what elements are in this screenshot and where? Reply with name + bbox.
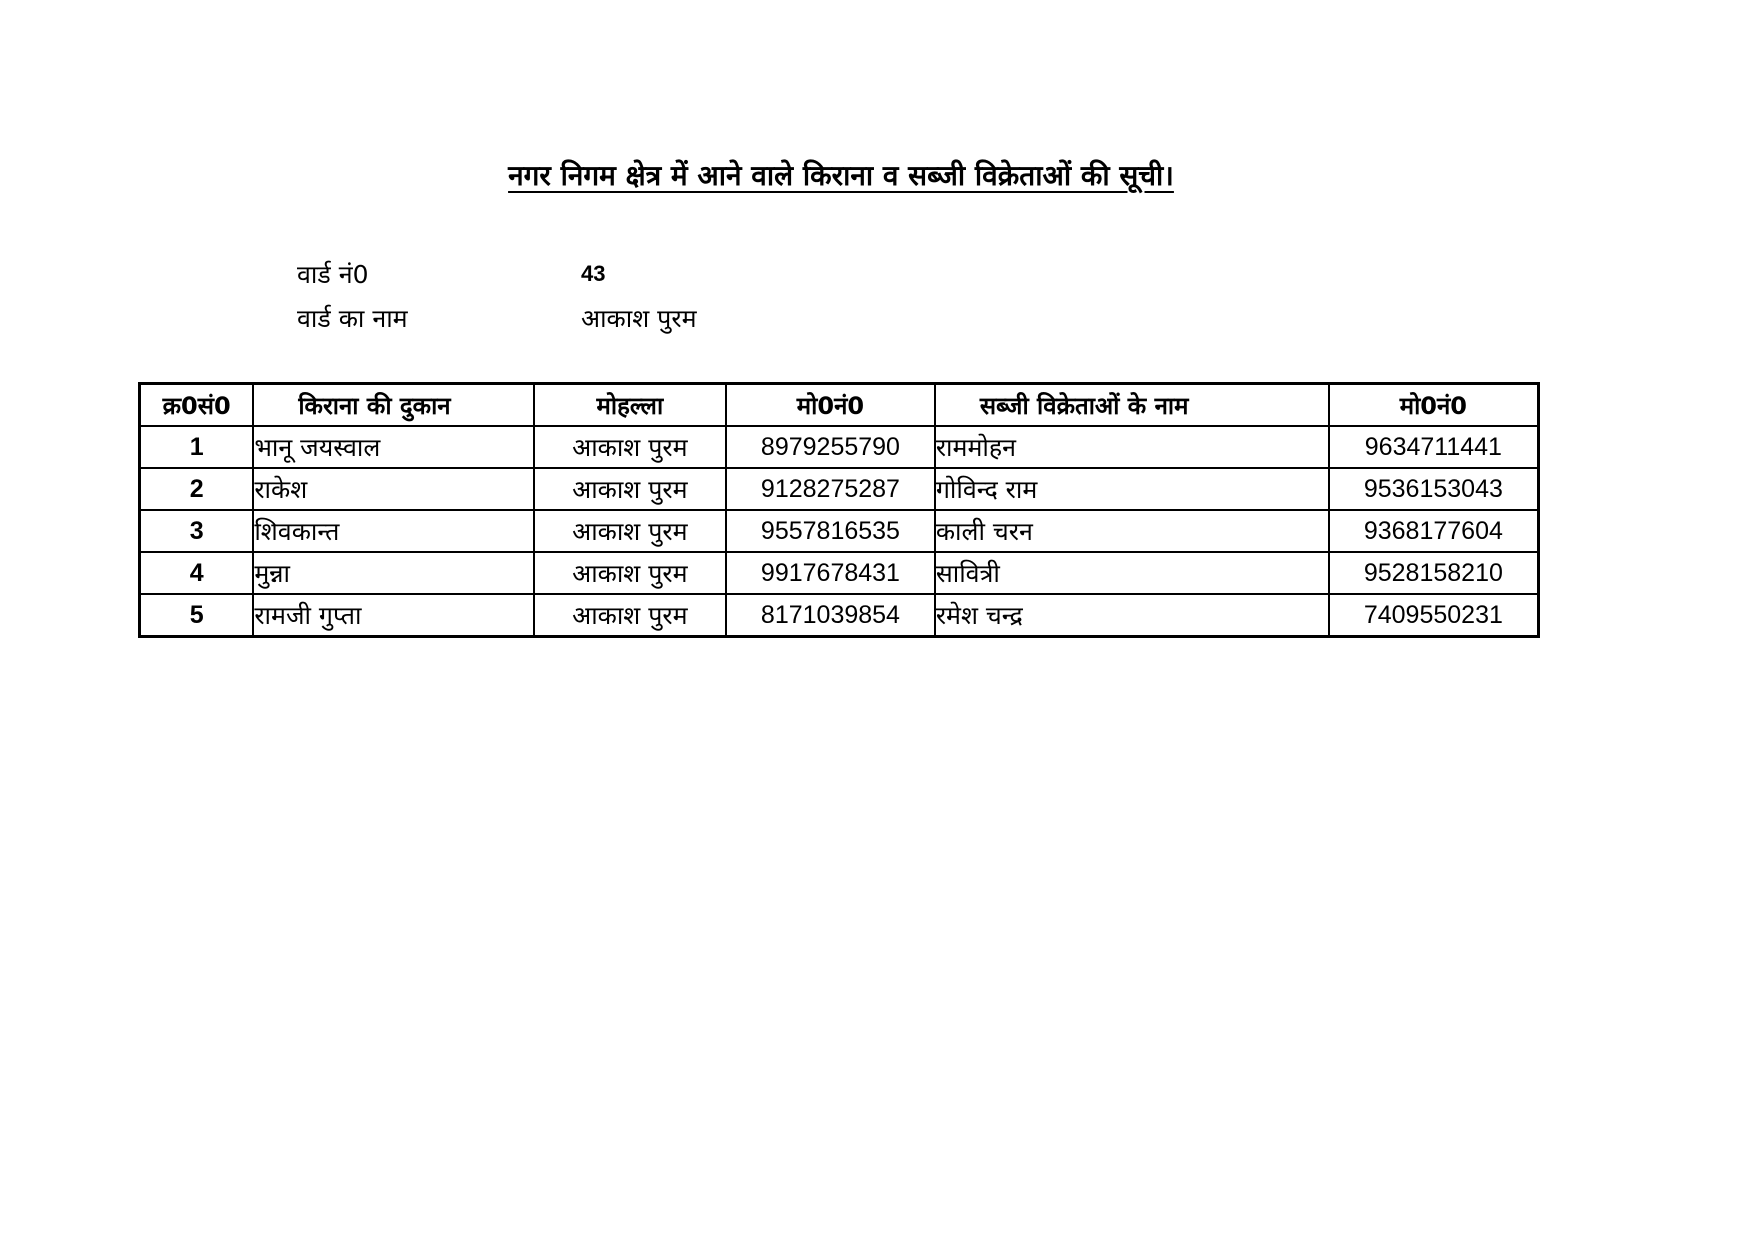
vegetable-vendor-cell: राममोहन xyxy=(935,426,1329,468)
locality-cell: आकाश पुरम xyxy=(534,594,727,637)
ward-number-value: 43 xyxy=(581,261,606,286)
header-shop-mobile: मो0नं0 xyxy=(726,384,935,427)
vendor-mobile-cell: 9528158210 xyxy=(1329,552,1539,594)
serial-number-cell: 5 xyxy=(140,594,254,637)
vegetable-vendor-cell: गोविन्द राम xyxy=(935,468,1329,510)
ward-number-row xyxy=(297,252,697,296)
table-row xyxy=(140,426,1539,468)
header-vegetable-vendor: सब्जी विक्रेताओं के नाम xyxy=(935,384,1329,427)
shop-mobile-cell: 8979255790 xyxy=(726,426,935,468)
vendor-mobile-cell: 9536153043 xyxy=(1329,468,1539,510)
locality-cell: आकाश पुरम xyxy=(534,552,727,594)
vegetable-vendor-cell: रमेश चन्द्र xyxy=(935,594,1329,637)
ward-info xyxy=(297,252,697,340)
header-grocery-shop: किराना की दुकान xyxy=(253,384,533,427)
grocery-shop-cell: मुन्ना xyxy=(253,552,533,594)
vendor-table xyxy=(138,382,1540,638)
table-header-row xyxy=(140,384,1539,427)
shop-mobile-cell: 9917678431 xyxy=(726,552,935,594)
grocery-shop-cell: भानू जयस्वाल xyxy=(253,426,533,468)
serial-number-cell: 3 xyxy=(140,510,254,552)
page-title xyxy=(0,156,1682,196)
locality-cell: आकाश पुरम xyxy=(534,426,727,468)
table-row xyxy=(140,510,1539,552)
ward-name-row xyxy=(297,296,697,340)
header-locality: मोहल्ला xyxy=(534,384,727,427)
table-row xyxy=(140,468,1539,510)
serial-number-cell: 4 xyxy=(140,552,254,594)
vendor-mobile-cell: 9368177604 xyxy=(1329,510,1539,552)
header-vendor-mobile: मो0नं0 xyxy=(1329,384,1539,427)
ward-name-label: वार्ड का नाम xyxy=(297,304,408,333)
table-row xyxy=(140,594,1539,637)
vegetable-vendor-cell: सावित्री xyxy=(935,552,1329,594)
grocery-shop-cell: राकेश xyxy=(253,468,533,510)
shop-mobile-cell: 9557816535 xyxy=(726,510,935,552)
shop-mobile-cell: 9128275287 xyxy=(726,468,935,510)
header-serial-number: क्र0सं0 xyxy=(140,384,254,427)
ward-number-label: वार्ड नं0 xyxy=(297,260,369,289)
shop-mobile-cell: 8171039854 xyxy=(726,594,935,637)
vendor-mobile-cell: 7409550231 xyxy=(1329,594,1539,637)
grocery-shop-cell: रामजी गुप्ता xyxy=(253,594,533,637)
serial-number-cell: 2 xyxy=(140,468,254,510)
locality-cell: आकाश पुरम xyxy=(534,468,727,510)
locality-cell: आकाश पुरम xyxy=(534,510,727,552)
page-title-text: नगर निगम क्षेत्र में आने वाले किराना व सब्जी विक्रेताओं की सूची। xyxy=(508,159,1174,192)
serial-number-cell: 1 xyxy=(140,426,254,468)
grocery-shop-cell: शिवकान्त xyxy=(253,510,533,552)
vendor-mobile-cell: 9634711441 xyxy=(1329,426,1539,468)
vegetable-vendor-cell: काली चरन xyxy=(935,510,1329,552)
ward-name-value: आकाश पुरम xyxy=(581,304,697,333)
table-row xyxy=(140,552,1539,594)
